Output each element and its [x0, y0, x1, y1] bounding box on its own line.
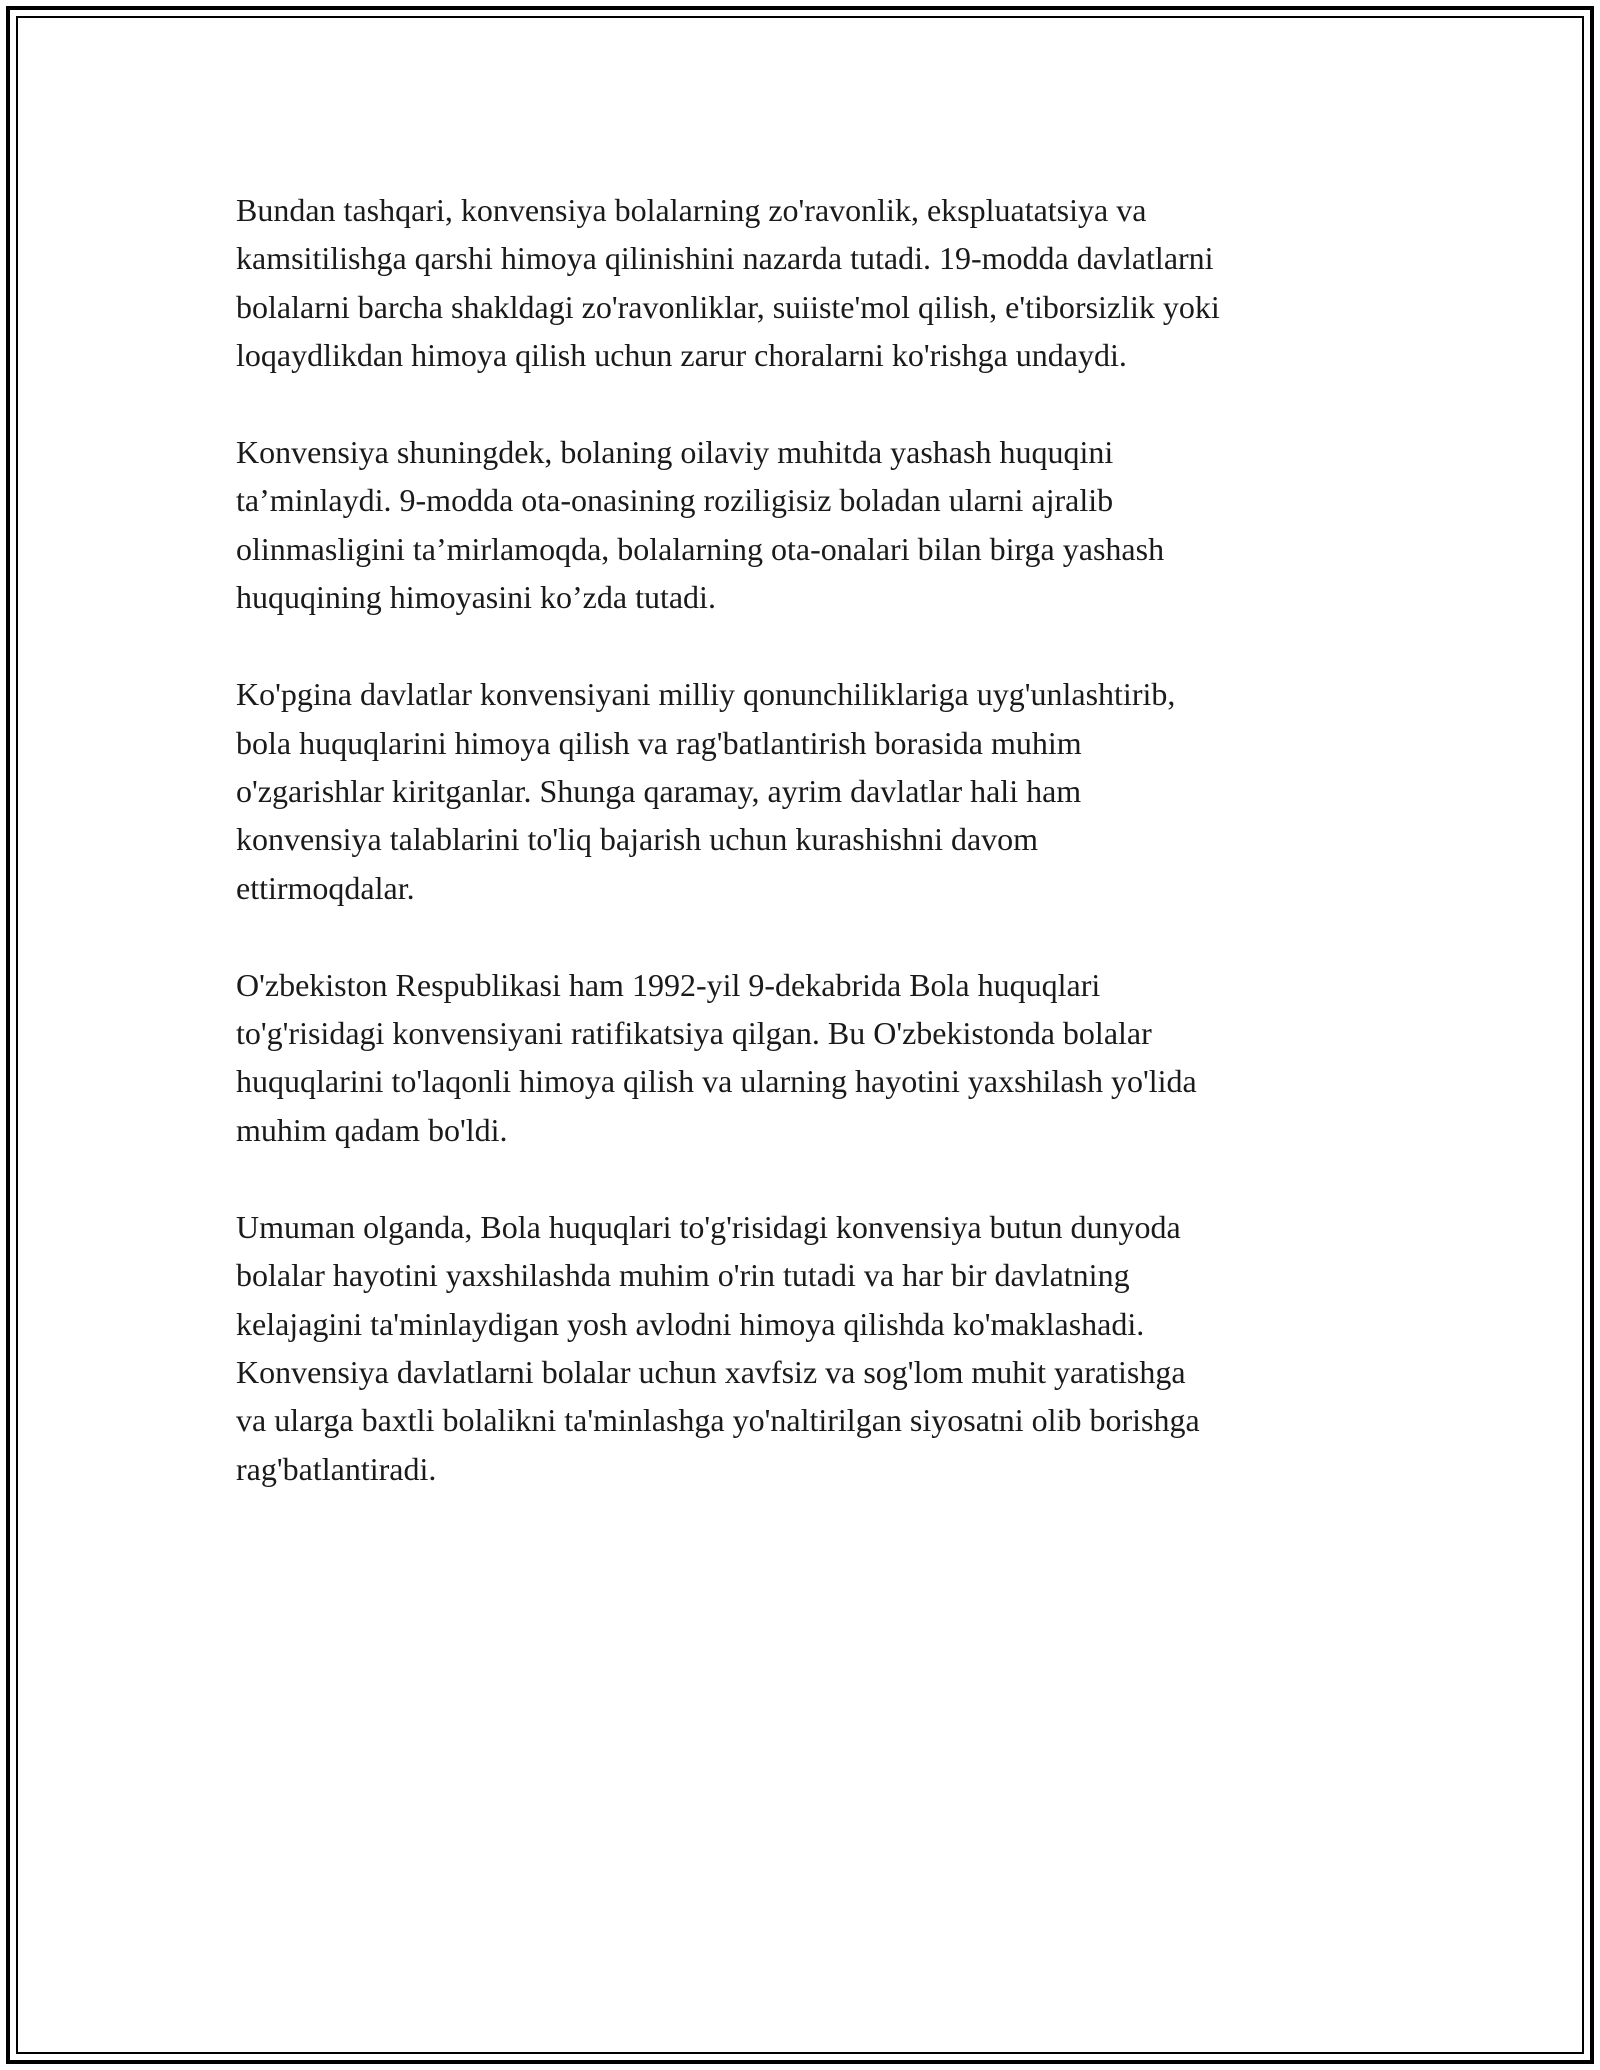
text-line: O'zbekiston Respublikasi ham 1992-yil 9-dekabrida Bola huquqlari	[236, 966, 1101, 1003]
text-line: ta’minlaydi. 9-modda ota-onasining roziligisiz boladan ularni ajralib	[236, 482, 1114, 519]
text-line: Bundan tashqari, konvensiya bolalarning zo'ravonlik, ekspluatatsiya va	[236, 192, 1147, 228]
paragraph-conclusion	[236, 1203, 1386, 1493]
text-line: konvensiya talablarini to'liq bajarish uchun kurashishni davom	[236, 821, 1039, 858]
text-line: bola huquqlarini himoya qilish va rag'batlantirish borasida muhim	[236, 724, 1082, 761]
text-line: ettirmoqdalar.	[236, 869, 415, 906]
text-line: Konvensiya shuningdek, bolaning oilaviy muhitda yashash huquqini	[236, 434, 1114, 471]
text-line: bolalar hayotini yaxshilashda muhim o'rin tutadi va har bir davlatning	[236, 1257, 1130, 1294]
text-line: rag'batlantiradi.	[236, 1450, 437, 1487]
paragraph-national-legislation	[236, 670, 1386, 911]
text-line: to'g'risidagi konvensiyani ratifikatsiya qilgan. Bu O'zbekistonda bolalar	[236, 1015, 1152, 1052]
text-line: loqaydlikdan himoya qilish uchun zarur choralarni ko'rishga undaydi.	[236, 336, 1127, 373]
text-line: bolalarni barcha shakldagi zo'ravonliklar, suiiste'mol qilish, e'tiborsizlik yoki	[236, 288, 1220, 325]
text-line: o'zgarishlar kiritganlar. Shunga qaramay, ayrim davlatlar hali ham	[236, 772, 1082, 809]
text-line: huquqining himoyasini ko’zda tutadi.	[236, 579, 716, 616]
document-body	[236, 186, 1386, 1542]
text-line: Konvensiya davlatlarni bolalar uchun xavfsiz va sog'lom muhit yaratishga	[236, 1353, 1186, 1390]
text-line: kelajagini ta'minlaydigan yosh avlodni himoya qilishda ko'maklashadi.	[236, 1305, 1145, 1342]
text-line: huquqlarini to'laqonli himoya qilish va ularning hayotini yaxshilash yo'lida	[236, 1063, 1197, 1100]
text-line: olinmasligini ta’mirlamoqda, bolalarning ota-onalari bilan birga yashash	[236, 530, 1165, 567]
paragraph-uzbekistan-ratification	[236, 961, 1386, 1154]
text-line: muhim qadam bo'ldi.	[236, 1111, 508, 1148]
text-line: va ularga baxtli bolalikni ta'minlashga yo'naltirilgan siyosatni olib borishga	[236, 1402, 1200, 1439]
text-line: Ko'pgina davlatlar konvensiyani milliy qonunchiliklariga uyg'unlashtirib,	[236, 676, 1176, 713]
paragraph-family-environment	[236, 428, 1386, 621]
text-line: Umuman olganda, Bola huquqlari to'g'risidagi konvensiya butun dunyoda	[236, 1209, 1181, 1246]
paragraph-protection-from-violence	[236, 186, 1386, 379]
text-line: kamsitilishga qarshi himoya qilinishini nazarda tutadi. 19-modda davlatlarni	[236, 240, 1214, 277]
